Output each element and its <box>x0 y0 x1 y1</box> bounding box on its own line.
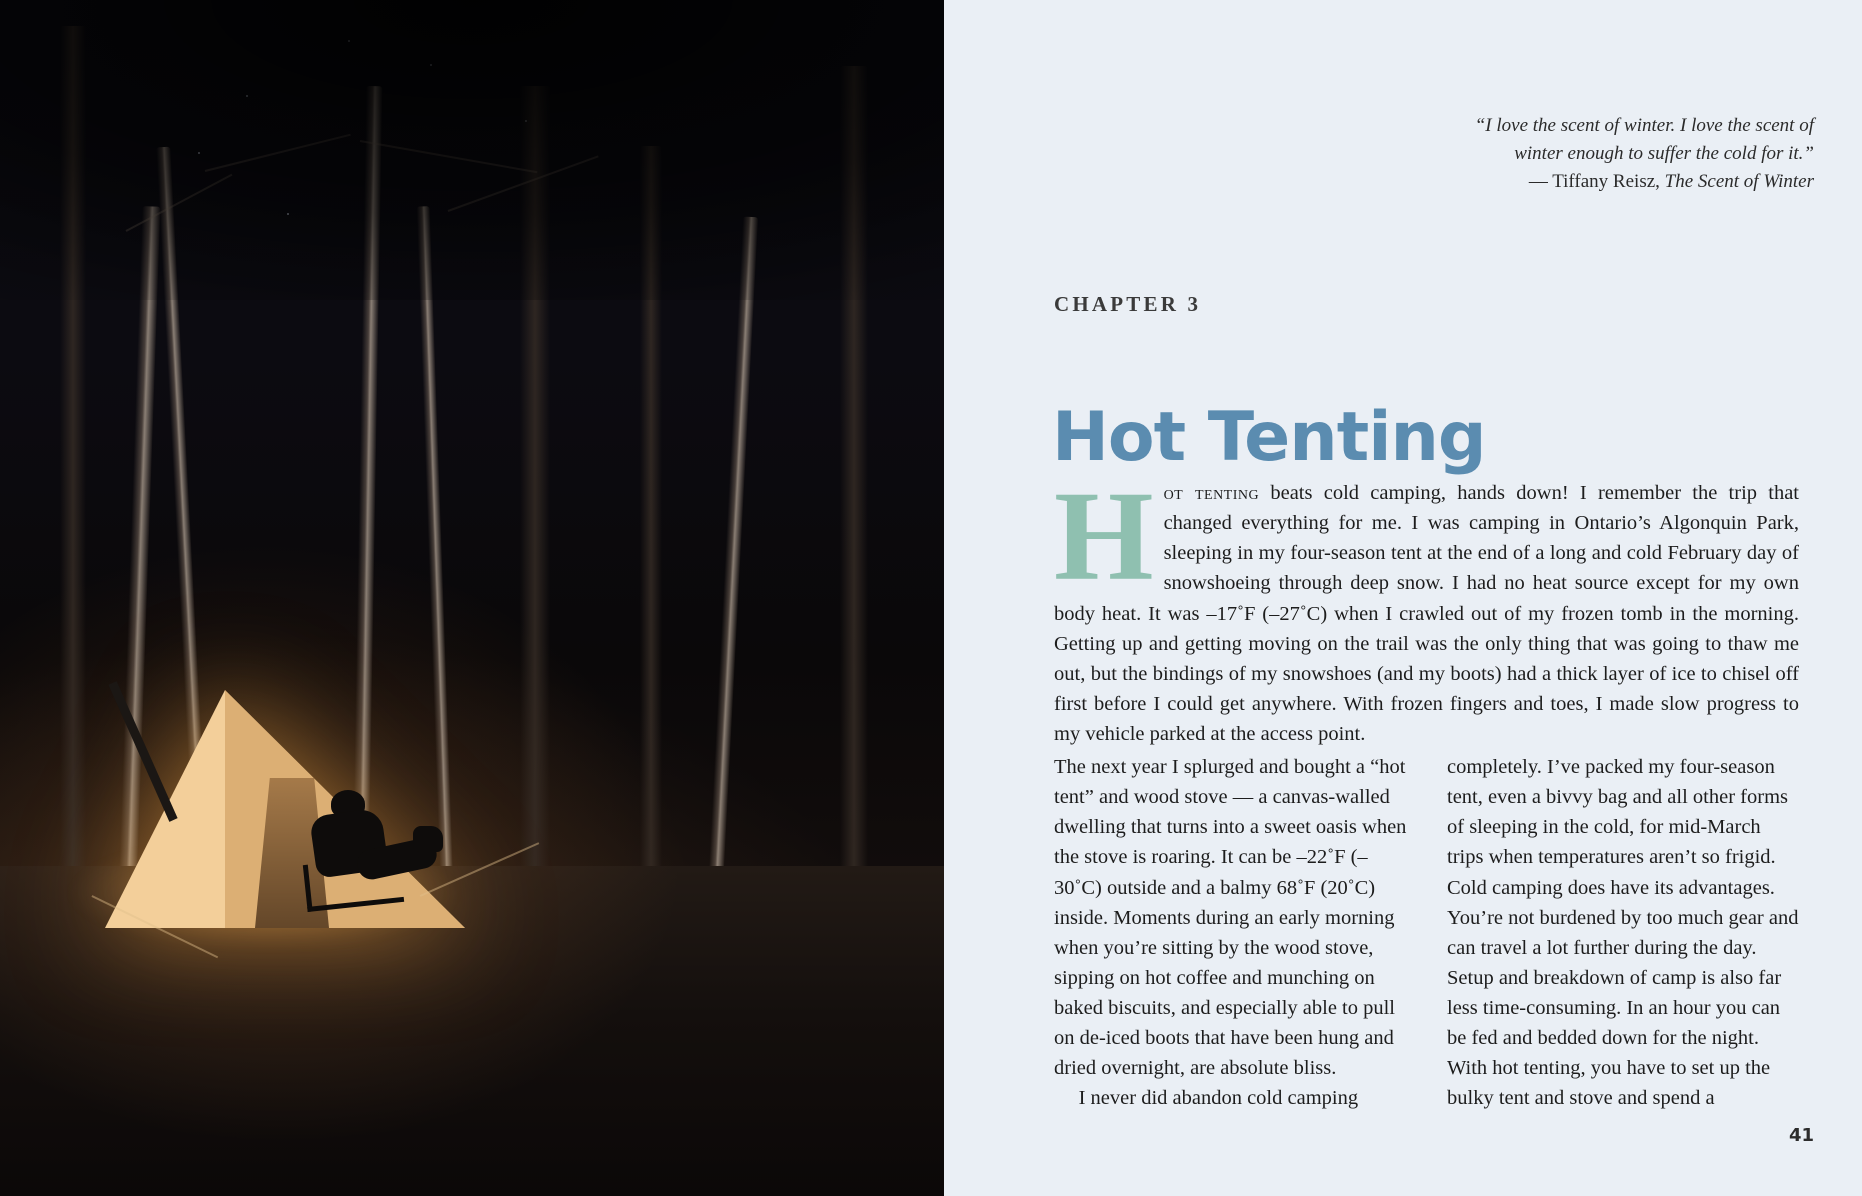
lead-in-smallcaps: ot tenting <box>1163 482 1260 504</box>
paragraph: I never did abandon cold camping <box>1078 1087 1359 1110</box>
column-right <box>1447 752 1802 1114</box>
epigraph <box>1469 112 1814 196</box>
epigraph-quote: “I love the scent of winter. I love the scent of winter enough to suffer the cold for it.” <box>1474 115 1814 165</box>
camper-boot <box>413 826 443 852</box>
hot-tent <box>105 688 465 928</box>
epigraph-attribution <box>1529 171 1814 192</box>
dark-canopy-overlay <box>0 0 944 300</box>
camper-silhouette <box>301 790 431 910</box>
paragraph: The next year I splurged and bought a “hot tent” and wood stove — a canvas-walled dwelling that turns into a sweet oasis when the stove is roaring. It can be –22˚F (–30˚C) outside and a balmy 68˚F (20˚C) inside. Moments during an early morning when you’re sitting by the wood stove, sipping on hot coffee and munching on baked biscuits, and especially able to pull on de-iced boots that have been hung and dried overnight, are absolute bliss. <box>1054 756 1407 1080</box>
intro-body-text: beats cold camping, hands down! I remember the trip that changed everything for me. I was camping in Ontario’s Algonquin Park, sleeping in my four-season tent at the end of a long and cold February day of snowshoeing through deep snow. I had no heat source except for my own body heat. It was –17˚F (–27˚C) when I crawled out of my frozen tomb in the morning. Getting up and getting moving on the trail was the only thing that was going to thaw me out, but the bindings of my snowshoes (and my boots) had a thick layer of ice to chisel off first before I could get anywhere. With frozen fingers and toes, I made slow progress to my vehicle parked at the access point. <box>1054 482 1800 745</box>
intro-paragraph <box>1054 465 1800 749</box>
text-page <box>944 0 1862 1196</box>
page-number: 41 <box>1788 1125 1814 1146</box>
two-column-body <box>1054 752 1802 1114</box>
column-left <box>1054 752 1409 1114</box>
drop-cap: H <box>1054 465 1154 607</box>
epigraph-work-title: The Scent of Winter <box>1664 171 1814 193</box>
epigraph-author: — Tiffany Reisz, <box>1528 171 1665 193</box>
page-title: Hot Tenting <box>1052 397 1486 477</box>
chapter-label: CHAPTER 3 <box>1054 292 1202 316</box>
paragraph: completely. I’ve packed my four-season tent, even a bivvy bag and all other forms of sleeping in the cold, for mid-March trips when temperatures aren’t so frigid. Cold camping does have its advantages. You’re not burdened by too much gear and can travel a lot further during the day. Setup and breakdown of camp is also far less time-consuming. In an hour you can be fed and bedded down for the night. With hot tenting, you have to set up the bulky tent and stove and spend a <box>1447 756 1799 1110</box>
